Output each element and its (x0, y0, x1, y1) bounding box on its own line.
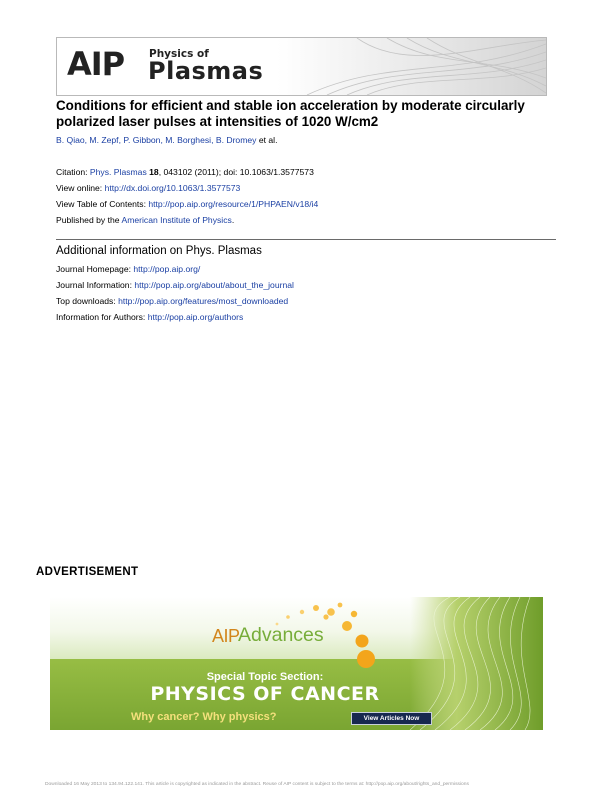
author-info-label: Information for Authors: (56, 312, 148, 322)
homepage-label: Journal Homepage: (56, 264, 134, 274)
view-online-line (56, 183, 240, 194)
publisher-link[interactable]: American Institute of Physics (121, 215, 232, 225)
top-downloads-label: Top downloads: (56, 296, 119, 306)
ad-background-artwork (50, 597, 543, 730)
banner-plasma-artwork (57, 38, 546, 95)
ad-advances-logo: Advances (238, 624, 324, 646)
table-of-contents-line (56, 199, 318, 210)
view-articles-button[interactable]: View Articles Now (351, 712, 432, 725)
toc-label: View Table of Contents: (56, 199, 149, 209)
journal-information-line (56, 280, 294, 291)
journal-info-link[interactable]: http://pop.aip.org/about/about_the_journal (134, 280, 294, 290)
aip-logo: AIP (67, 45, 125, 83)
view-online-label: View online: (56, 183, 105, 193)
toc-link[interactable]: http://pop.aip.org/resource/1/PHPAEN/v18/i4 (148, 199, 319, 209)
citation-line (56, 167, 314, 178)
authors-link[interactable]: B. Qiao, M. Zepf, P. Gibbon, M. Borghesi, B. Dromey (56, 135, 257, 145)
journal-link[interactable]: Phys. Plasmas (89, 167, 147, 177)
ad-headline: PHYSICS OF CANCER (150, 683, 380, 705)
ad-tagline: Why cancer? Why physics? (131, 711, 277, 723)
citation-details: , 043102 (2011); doi: 10.1063/1.3577573 (158, 167, 314, 177)
journal-homepage-line (56, 264, 200, 275)
download-footer: Downloaded 16 May 2013 to 134.94.122.141. This article is copyrighted as indicated in the abstract. Reuse of AIP content is subject to the terms at: http://pop.aip.org/about/rights_and_permissions (45, 782, 469, 787)
author-list (56, 135, 277, 146)
ad-special-topic: Special Topic Section: (206, 671, 324, 683)
volume-number: 18 (149, 167, 159, 177)
author-info-link[interactable]: http://pop.aip.org/authors (147, 312, 244, 322)
section-divider (56, 239, 556, 240)
journal-name-prefix: Physics of (149, 48, 209, 60)
advertisement-label: ADVERTISEMENT (36, 566, 139, 578)
published-end: . (231, 215, 235, 225)
publisher-line (56, 215, 234, 226)
citation-label: Citation: (56, 167, 90, 177)
journal-name: Plasmas (148, 57, 264, 85)
journal-banner (56, 37, 547, 96)
article-title: Conditions for efficient and stable ion acceleration by moderate circularly polarized laser pulses at intensities of 1020 W/cm2 (56, 98, 525, 129)
ad-aip-logo: AIP (212, 626, 240, 646)
top-downloads-link[interactable]: http://pop.aip.org/features/most_downloaded (118, 296, 289, 306)
advertisement-banner[interactable] (50, 597, 543, 730)
additional-info-heading: Additional information on Phys. Plasmas (56, 245, 262, 257)
published-label: Published by the (56, 215, 122, 225)
author-information-line (56, 312, 243, 323)
top-downloads-line (56, 296, 288, 307)
et-al-text: et al. (256, 135, 278, 145)
doi-link[interactable]: http://dx.doi.org/10.1063/1.3577573 (104, 183, 241, 193)
journal-info-label: Journal Information: (56, 280, 135, 290)
homepage-link[interactable]: http://pop.aip.org/ (133, 264, 201, 274)
